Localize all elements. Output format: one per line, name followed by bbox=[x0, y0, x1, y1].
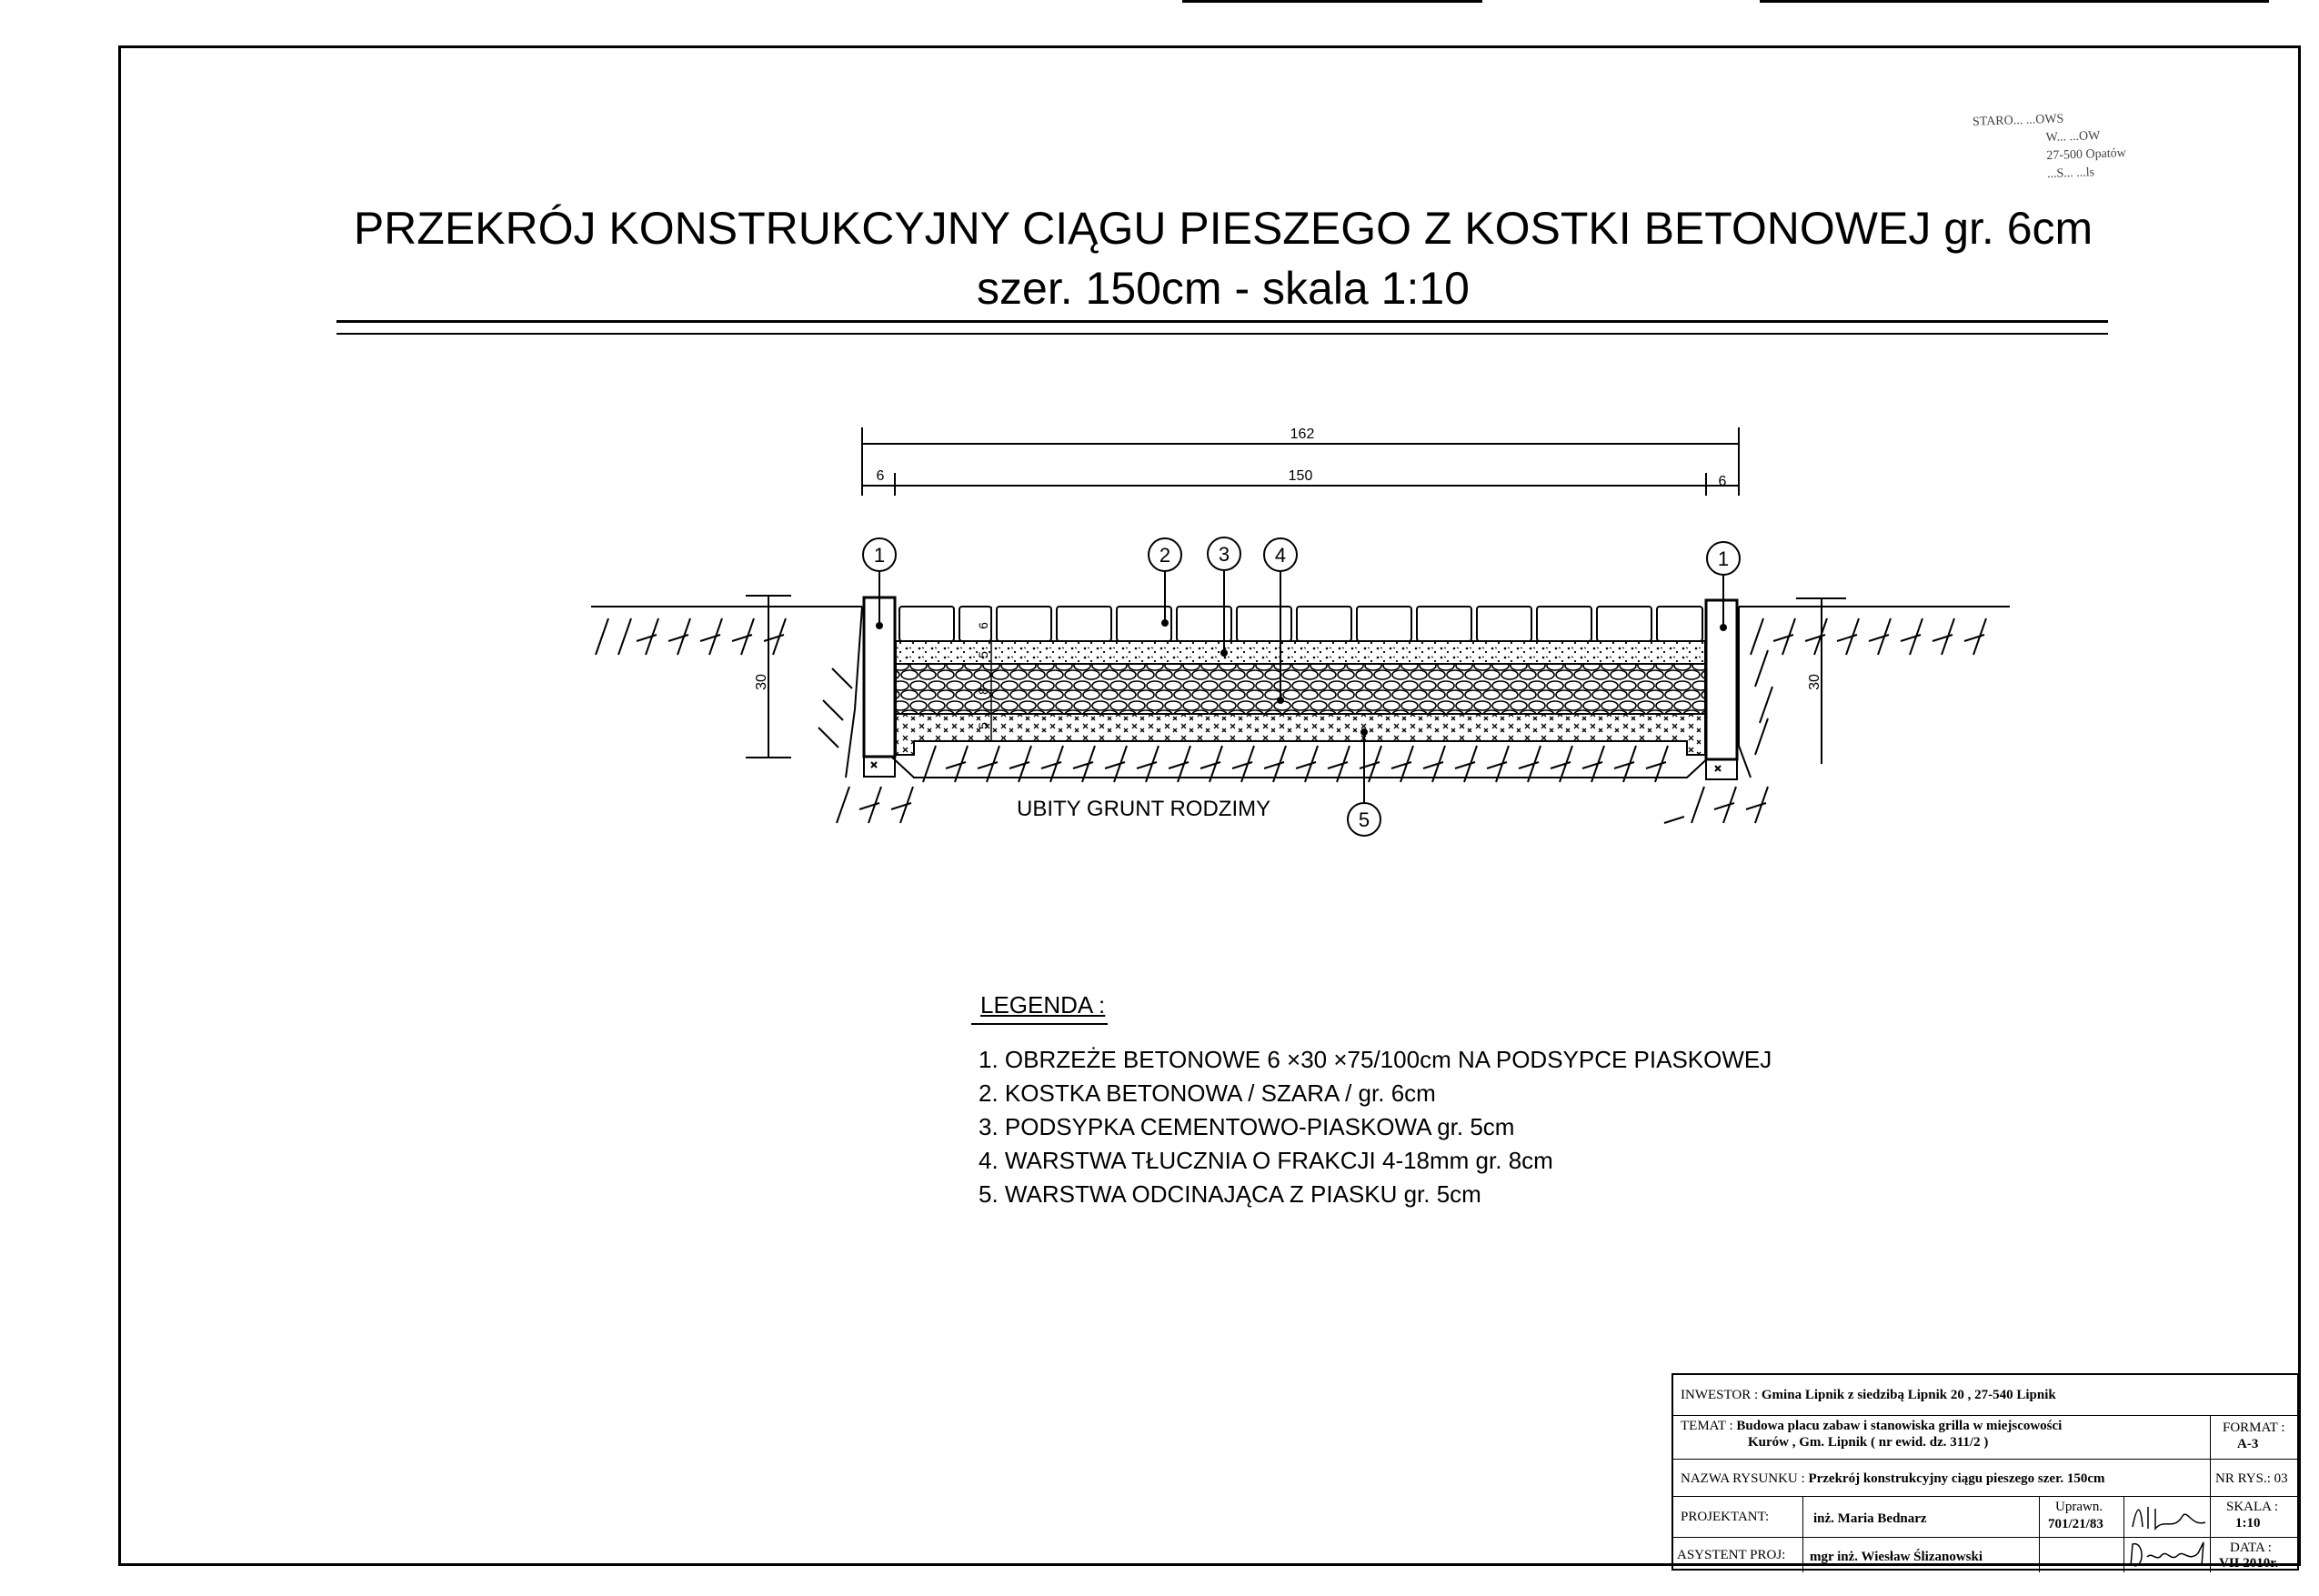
dim-layer-base: 5 bbox=[976, 722, 990, 729]
tb-topic-line-1: Budowa placu zabaw i stanowiska grilla w miejscowości bbox=[1736, 1419, 2063, 1433]
tb-license-value: 701/21/83 bbox=[2048, 1517, 2103, 1531]
callout-2: 2 bbox=[1159, 544, 1171, 567]
legend-heading-box-line bbox=[971, 1023, 1108, 1025]
dim-edge-right: 6 bbox=[1718, 474, 1727, 489]
stamp-line-2: W... ...OW bbox=[2045, 129, 2101, 146]
tb-date-value: VII 2010r. bbox=[2219, 1556, 2279, 1571]
dim-layer-paving: 6 bbox=[976, 622, 990, 629]
dim-edge-left: 6 bbox=[876, 468, 885, 484]
tb-scale-value: 1:10 bbox=[2235, 1516, 2261, 1531]
tb-vrule-left bbox=[1802, 1496, 1803, 1572]
tb-investor-value: Gmina Lipnik z siedzibą Lipnik 20 , 27-540 Lipnik bbox=[1761, 1388, 2056, 1402]
tb-drawing-value: Przekrój konstrukcyjny ciągu pieszego szer. 150cm bbox=[1808, 1471, 2105, 1486]
legend-item-4: 4. WARSTWA TŁUCZNIA O FRAKCJI 4-18mm gr. 8cm bbox=[979, 1147, 1553, 1174]
tb-rule-3 bbox=[1673, 1496, 2299, 1497]
tb-scale-label: SKALA : bbox=[2226, 1500, 2279, 1514]
legend-item-2: 2. KOSTKA BETONOWA / SZARA / gr. 6cm bbox=[979, 1079, 1436, 1107]
tb-drawing-label: NAZWA RYSUNKU : bbox=[1681, 1471, 1805, 1486]
callout-3: 3 bbox=[1218, 543, 1230, 566]
legend-heading: LEGENDA : bbox=[980, 991, 1106, 1019]
dim-inner: 150 bbox=[1288, 468, 1313, 484]
drawing-title-line-2: szer. 150cm - skala 1:10 bbox=[977, 263, 1470, 314]
layer-gravel bbox=[896, 664, 1705, 714]
tb-vrule-sign bbox=[2123, 1496, 2124, 1572]
tb-topic-label: TEMAT : bbox=[1681, 1419, 1733, 1433]
curb-right bbox=[1706, 600, 1737, 759]
tb-investor-label: INWESTOR : bbox=[1681, 1388, 1759, 1402]
dim-total: 162 bbox=[1290, 427, 1315, 442]
drawing-title-line-1: PRZEKRÓJ KONSTRUKCYJNY CIĄGU PIESZEGO Z KOSTKI BETONOWEJ gr. 6cm bbox=[353, 203, 2093, 254]
stamp-line-1: STARO... ...OWS bbox=[1972, 112, 2064, 129]
stamp-line-3: 27-500 Opatów bbox=[2046, 146, 2127, 164]
legend-item-1: 1. OBRZEŻE BETONOWE 6 ×30 ×75/100cm NA PODSYPCE PIASKOWEJ bbox=[979, 1046, 1772, 1073]
tb-rule-2 bbox=[1673, 1459, 2299, 1460]
tb-drawing-no: NR RYS.: 03 bbox=[2215, 1471, 2288, 1486]
dim-depth-left: 30 bbox=[754, 674, 769, 690]
tb-assistant-label: ASYSTENT PROJ: bbox=[1677, 1548, 1786, 1562]
tb-vrule-mid bbox=[2039, 1496, 2040, 1572]
dim-layer-sand: 5 bbox=[976, 651, 990, 658]
stamp-line-4: ...S... ...ls bbox=[2046, 166, 2095, 182]
tb-format-value: A-3 bbox=[2237, 1437, 2259, 1451]
callout-4: 4 bbox=[1274, 544, 1287, 567]
tb-assistant-value: mgr inż. Wiesław Ślizanowski bbox=[1810, 1550, 1983, 1564]
callout-1-left: 1 bbox=[873, 544, 886, 567]
dim-layer-gravel: 8 bbox=[976, 688, 990, 695]
tb-format-label: FORMAT : bbox=[2223, 1420, 2285, 1435]
tb-license-label: Uprawn. bbox=[2055, 1500, 2103, 1514]
tb-designer-value: inż. Maria Bednarz bbox=[1813, 1511, 1927, 1526]
designer-signature bbox=[2128, 1500, 2210, 1536]
assistant-signature bbox=[2125, 1539, 2209, 1571]
tb-designer-label: PROJEKTANT: bbox=[1681, 1510, 1770, 1524]
layer-cement-sand bbox=[896, 641, 1705, 664]
tb-date-label: DATA : bbox=[2230, 1541, 2272, 1555]
layer-sand-separating bbox=[896, 714, 1705, 755]
tb-rule-1 bbox=[1673, 1415, 2299, 1416]
dim-depth-right: 30 bbox=[1807, 674, 1822, 690]
paving-blocks bbox=[899, 607, 1702, 641]
callout-5: 5 bbox=[1358, 808, 1370, 831]
tb-topic-line-2: Kurów , Gm. Lipnik ( nr ewid. dz. 311/2 ) bbox=[1748, 1435, 1989, 1450]
tb-vrule-right bbox=[2210, 1415, 2211, 1572]
legend-item-5: 5. WARSTWA ODCINAJĄCA Z PIASKU gr. 5cm bbox=[979, 1180, 1481, 1208]
legend-item-3: 3. PODSYPKA CEMENTOWO-PIASKOWA gr. 5cm bbox=[979, 1113, 1515, 1140]
ground-label: UBITY GRUNT RODZIMY bbox=[1017, 797, 1271, 821]
tb-rule-4 bbox=[1673, 1537, 2299, 1538]
title-block bbox=[1671, 1373, 2299, 1571]
callout-1-right: 1 bbox=[1717, 547, 1730, 570]
